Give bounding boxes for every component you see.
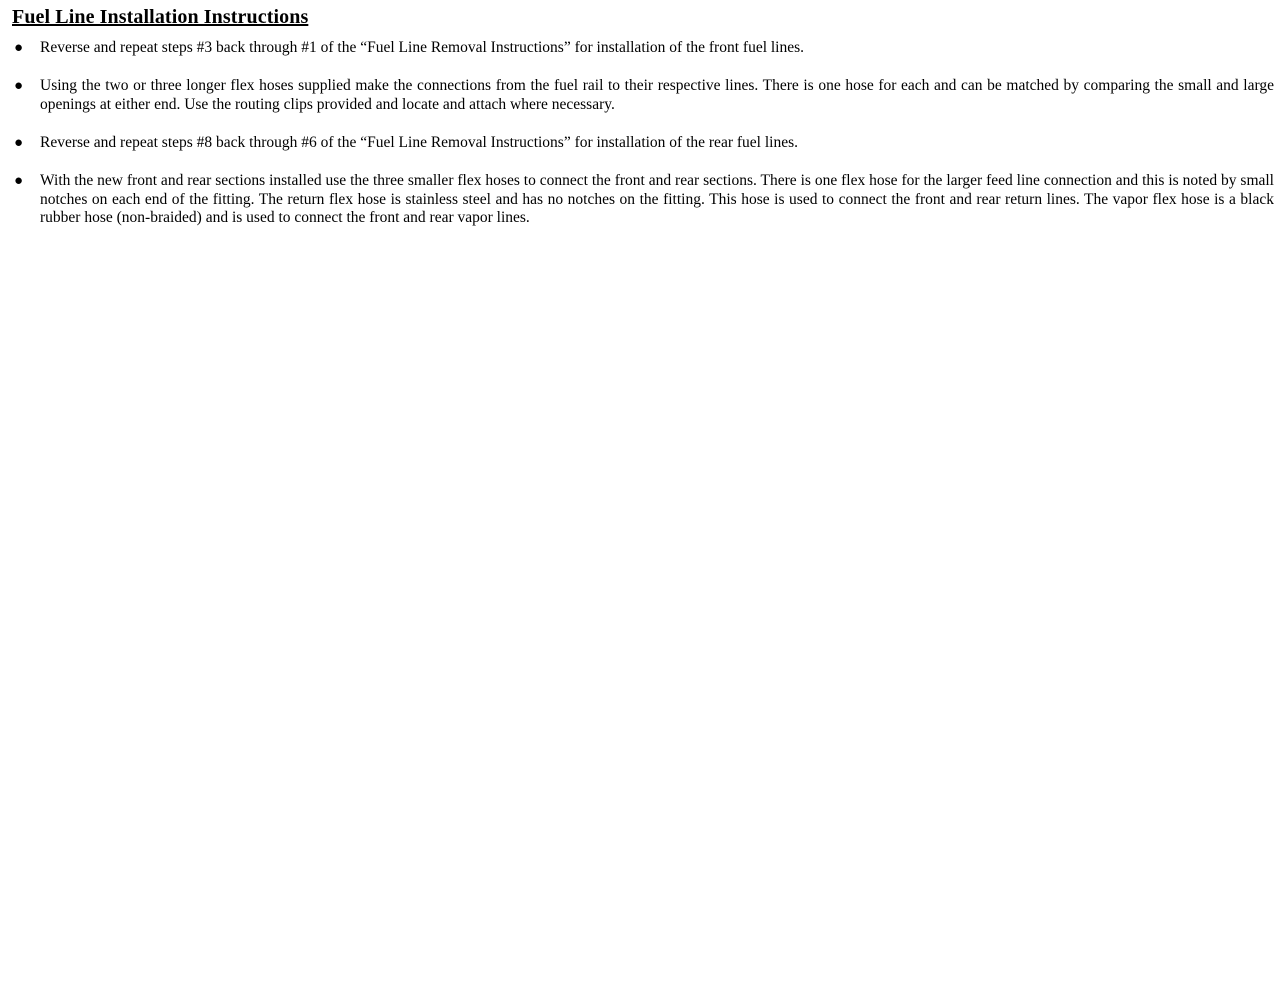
bullet-icon: ● [14, 172, 24, 189]
bullet-icon: ● [14, 77, 24, 94]
page-title: Fuel Line Installation Instructions [12, 6, 309, 28]
list-item-text: Reverse and repeat steps #3 back through #1 of the “Fuel Line Removal Instructions” for installation of the front fuel lines. [40, 39, 805, 56]
instruction-list [4, 39, 1276, 228]
bullet-icon: ● [14, 40, 24, 56]
list-item-text: Using the two or three longer flex hoses supplied make the connections from the fuel rail to their respective lines. There is one hose for each and can be matched by comparing the small and large openings at either end. Use the routing clips provided and locate and attach where necessary. [40, 76, 1274, 113]
bullet-icon: ● [14, 134, 24, 151]
list-item-text: With the new front and rear sections installed use the three smaller flex hoses to connect the front and rear sections. There is one flex hose for the larger feed line connection and this is noted by small notches on each end of the fitting. The return flex hose is stainless steel and has no notches on the fitting. This hose is used to connect the front and rear return lines. The vapor flex hose is a black rubber hose (non-braided) and is used to connect the front and rear vapor lines. [40, 171, 1274, 227]
list-item [4, 134, 1276, 153]
list-item-text: Reverse and repeat steps #8 back through #6 of the “Fuel Line Removal Instructions” for installation of the rear fuel lines. [40, 133, 798, 151]
list-item [4, 77, 1276, 115]
list-item [4, 172, 1276, 229]
list-item [4, 39, 1276, 58]
